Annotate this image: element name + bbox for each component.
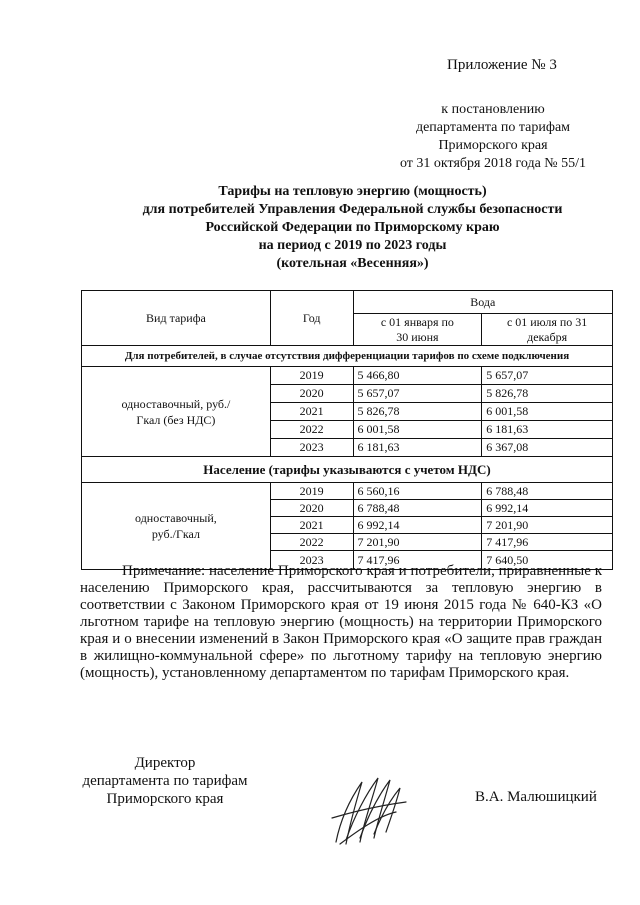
value-cell: 6 788,48 <box>353 500 482 517</box>
document-title <box>60 183 640 273</box>
value-cell: 6 181,63 <box>353 439 482 457</box>
title-line: Российской Федерации по Приморскому краю <box>205 220 500 235</box>
decree-reference <box>388 101 598 173</box>
value-cell: 6 560,16 <box>353 483 482 500</box>
value-cell: 7 417,96 <box>482 534 613 551</box>
year-cell: 2021 <box>270 403 353 421</box>
year-cell: 2021 <box>270 517 353 534</box>
header-year: Год <box>270 291 353 346</box>
decree-line: к постановлению <box>441 102 545 117</box>
tariff-type-cell: одноставочный, руб./Гкал (без НДС) <box>82 367 271 457</box>
value-cell: 6 992,14 <box>482 500 613 517</box>
value-cell: 5 826,78 <box>353 403 482 421</box>
year-cell: 2022 <box>270 421 353 439</box>
value-cell: 6 992,14 <box>353 517 482 534</box>
header-tariff-type: Вид тарифа <box>82 291 271 346</box>
title-line: на период с 2019 по 2023 годы <box>258 238 447 253</box>
section-title: Для потребителей, в случае отсутствия дифференциации тарифов по схеме подключения <box>82 346 613 367</box>
value-cell: 7 201,90 <box>482 517 613 534</box>
value-cell: 6 788,48 <box>482 483 613 500</box>
value-cell: 7 417,96 <box>353 551 482 570</box>
value-cell: 5 466,80 <box>353 367 482 385</box>
year-cell: 2023 <box>270 551 353 570</box>
header-period-1: с 01 января по 30 июня <box>353 314 482 346</box>
title-line: для потребителей Управления Федеральной службы безопасности <box>142 202 563 217</box>
value-cell: 7 640,50 <box>482 551 613 570</box>
value-cell: 5 657,07 <box>482 367 613 385</box>
year-cell: 2019 <box>270 367 353 385</box>
header-period-2: с 01 июля по 31 декабря <box>482 314 613 346</box>
decree-line: департамента по тарифам <box>415 120 571 135</box>
value-cell: 6 181,63 <box>482 421 613 439</box>
value-cell: 6 367,08 <box>482 439 613 457</box>
title-line: (котельная «Весенняя») <box>276 256 429 271</box>
decree-line: от 31 октября 2018 года № 55/1 <box>399 156 587 171</box>
signatory-position <box>80 754 250 808</box>
signatory-line: департамента по тарифам <box>82 773 248 789</box>
header-water: Вода <box>353 291 612 314</box>
signatory-name: В.А. Малюшицкий <box>475 789 597 805</box>
tariff-type-cell: одноставочный, руб./Гкал <box>82 483 271 570</box>
note-text: Примечание: население Приморского края и потребители, приравненные к населению Приморского края, рассчитываются за тепловую энергию в соответствии с Законом Приморского края от 19 июня 2015 года № 640-КЗ «О льготном тарифе на тепловую энергию (мощность) на территории Приморского края и о внесении изменений в Закон Приморского края «О защите прав граждан в жилищно-коммунальной сфере» по льготному тарифу на тепловую энергию (мощность), установленному департаментом по тарифам Приморского края. <box>80 563 602 681</box>
decree-line: Приморского края <box>438 138 548 153</box>
note-paragraph <box>80 563 602 682</box>
year-cell: 2020 <box>270 385 353 403</box>
tariff-table <box>81 290 613 570</box>
year-cell: 2022 <box>270 534 353 551</box>
value-cell: 6 001,58 <box>353 421 482 439</box>
handwritten-signature <box>326 772 416 852</box>
appendix-title: Приложение № 3 <box>447 57 557 73</box>
signatory-line: Приморского края <box>106 791 224 807</box>
value-cell: 6 001,58 <box>482 403 613 421</box>
year-cell: 2023 <box>270 439 353 457</box>
year-cell: 2019 <box>270 483 353 500</box>
value-cell: 7 201,90 <box>353 534 482 551</box>
section-title: Население (тарифы указываются с учетом НДС) <box>82 457 613 483</box>
value-cell: 5 826,78 <box>482 385 613 403</box>
year-cell: 2020 <box>270 500 353 517</box>
signatory-line: Директор <box>134 755 196 771</box>
title-line: Тарифы на тепловую энергию (мощность) <box>218 184 487 199</box>
value-cell: 5 657,07 <box>353 385 482 403</box>
